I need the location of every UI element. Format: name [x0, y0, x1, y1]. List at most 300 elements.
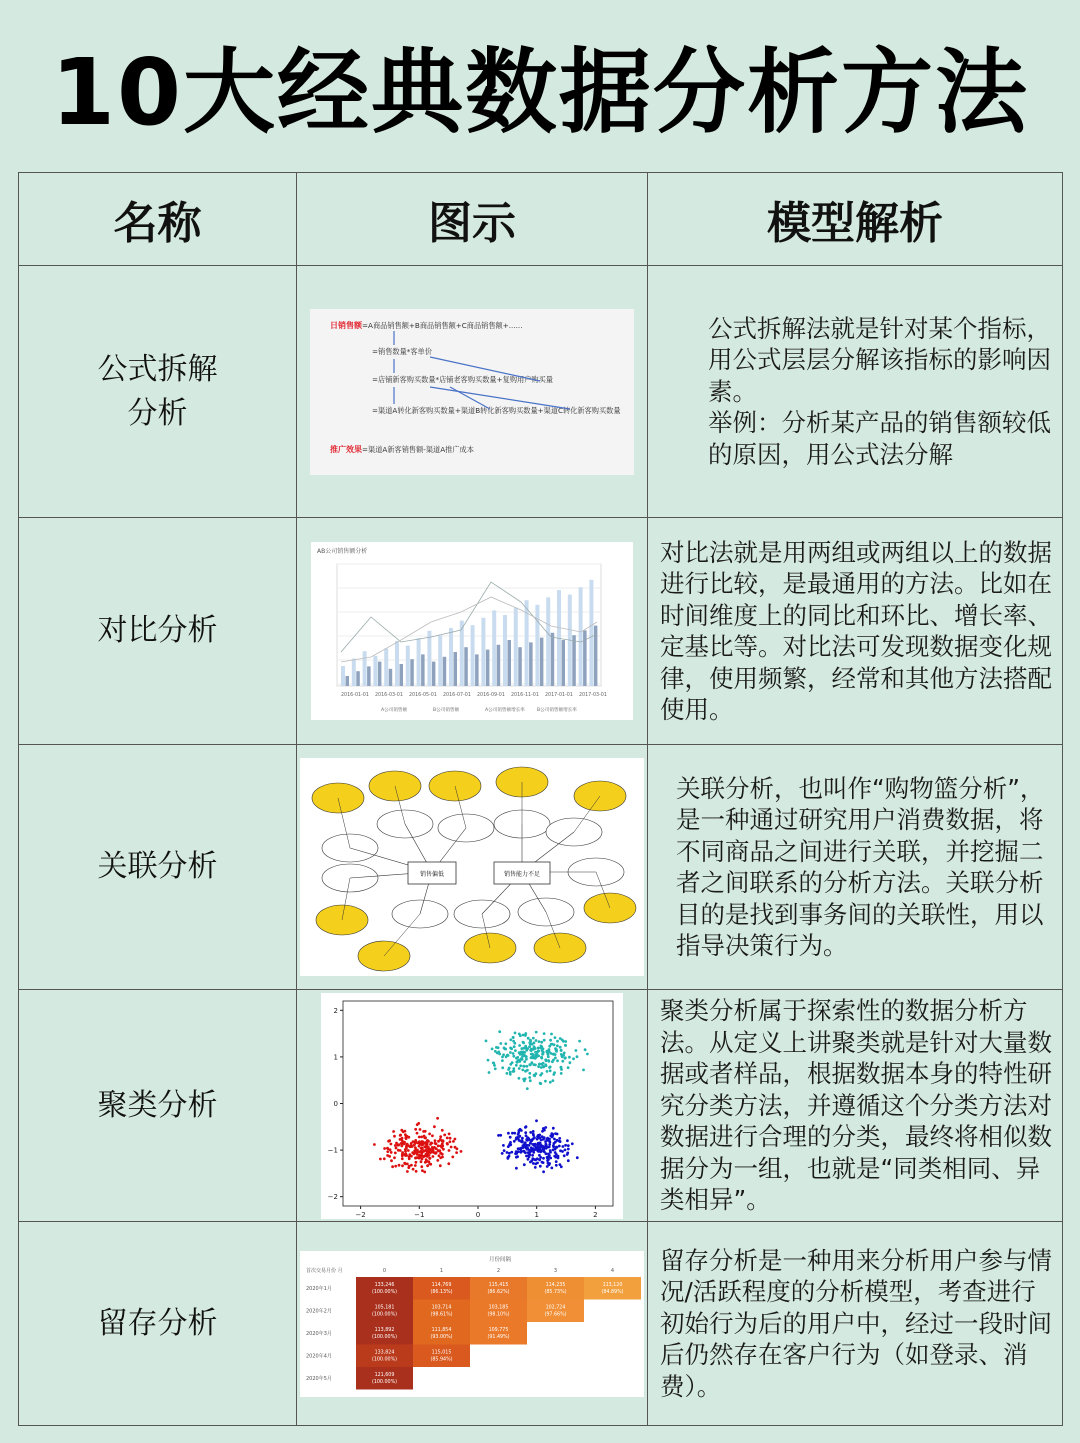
scatter-point: [387, 1139, 390, 1142]
bar-b: [572, 635, 576, 686]
scatter-point: [540, 1056, 543, 1059]
column-label: 4: [610, 1267, 615, 1274]
scatter-point: [553, 1137, 556, 1140]
scatter-point: [507, 1068, 510, 1071]
scatter-point: [512, 1039, 515, 1042]
cell-percent: (84.89%): [601, 1289, 624, 1295]
scatter-point: [532, 1162, 535, 1165]
method-description: [648, 266, 1063, 518]
cell-value: 133,824: [374, 1350, 395, 1355]
scatter-point: [534, 1148, 537, 1151]
scatter-point: [512, 1054, 515, 1057]
scatter-point: [567, 1066, 570, 1069]
method-description: [648, 990, 1063, 1222]
scatter-point: [442, 1139, 445, 1142]
core-box-label: 销售能力不足: [503, 871, 541, 878]
scatter-point: [518, 1076, 521, 1079]
scatter-point: [414, 1146, 417, 1149]
bar-b: [410, 659, 414, 686]
scatter-point: [556, 1059, 559, 1062]
scatter-point: [563, 1154, 566, 1157]
scatter-point: [526, 1068, 529, 1071]
column-label: 2: [496, 1267, 501, 1274]
scatter-point: [560, 1072, 563, 1075]
scatter-point: [425, 1148, 428, 1151]
scatter-point: [544, 1063, 547, 1066]
scatter-point: [526, 1064, 529, 1067]
scatter-point: [518, 1051, 521, 1054]
scatter-point: [446, 1136, 449, 1139]
cell-percent: (100.00%): [371, 1312, 398, 1317]
x-tick-label: 2016-05-01: [409, 693, 437, 698]
scatter-point: [538, 1040, 541, 1043]
scatter-point: [394, 1164, 397, 1167]
scatter-point: [521, 1139, 524, 1142]
scatter-point: [383, 1147, 386, 1150]
scatter-point: [512, 1052, 515, 1055]
scatter-point: [502, 1144, 505, 1147]
cell-percent: (98.10%): [487, 1312, 510, 1317]
scatter-point: [416, 1131, 419, 1134]
scatter-point: [447, 1162, 450, 1165]
scatter-point: [429, 1156, 432, 1159]
method-figure: [297, 518, 648, 745]
scatter-point: [528, 1071, 531, 1074]
bar-b: [583, 630, 587, 686]
formula-diagram: [310, 309, 634, 475]
legend-entry: A公司销售额增长率: [485, 708, 525, 713]
scatter-point: [535, 1030, 538, 1033]
scatter-point: [526, 1087, 529, 1090]
cell-value: 115,015: [431, 1350, 452, 1355]
scatter-point: [548, 1145, 551, 1148]
scatter-point: [516, 1056, 519, 1059]
x-tick-label: −1: [414, 1210, 425, 1219]
method-name: 关联分析: [19, 745, 297, 990]
scatter-point: [399, 1149, 402, 1152]
scatter-point: [504, 1047, 507, 1050]
scatter-point: [551, 1060, 554, 1063]
scatter-point: [558, 1144, 561, 1147]
scatter-point: [537, 1146, 540, 1149]
scatter-point: [545, 1146, 548, 1149]
legend-entry: B公司销售额增长率: [537, 708, 577, 713]
heatmap-cell: [527, 1277, 584, 1300]
scatter-point: [541, 1129, 544, 1132]
scatter-point: [549, 1149, 552, 1152]
heatmap-cell: [584, 1277, 641, 1300]
scatter-point: [523, 1142, 526, 1145]
scatter-point: [405, 1145, 408, 1148]
scatter-point: [421, 1146, 424, 1149]
y-tick-label: 1: [333, 1052, 338, 1061]
scatter-point: [422, 1150, 425, 1153]
heatmap-cell: [413, 1322, 470, 1345]
scatter-point: [520, 1146, 523, 1149]
scatter-point: [541, 1146, 544, 1149]
scatter-point: [561, 1055, 564, 1058]
scatter-point: [417, 1122, 420, 1125]
scatter-point: [557, 1154, 560, 1157]
heatmap-cell: [413, 1299, 470, 1322]
scatter-point: [400, 1142, 403, 1145]
bar-b: [562, 640, 566, 686]
scatter-point: [542, 1127, 545, 1130]
bar-a: [363, 651, 367, 686]
scatter-point: [460, 1150, 463, 1153]
legend-entry: B公司销售额: [433, 708, 460, 713]
scatter-point: [524, 1131, 527, 1134]
scatter-point: [555, 1163, 558, 1166]
scatter-point: [434, 1139, 437, 1142]
scatter-point: [492, 1061, 495, 1064]
cell-value: 103,714: [431, 1305, 452, 1310]
scatter-point: [401, 1139, 404, 1142]
cell-percent: (93.00%): [430, 1334, 453, 1340]
bar-b: [421, 654, 425, 686]
scatter-point: [536, 1143, 539, 1146]
scatter-point: [401, 1157, 404, 1160]
methods-table: [18, 172, 1063, 1426]
scatter-point: [545, 1143, 548, 1146]
scatter-point: [525, 1046, 528, 1049]
scatter-point: [430, 1141, 433, 1144]
scatter-point: [556, 1039, 559, 1042]
scatter-point: [419, 1155, 422, 1158]
scatter-point: [539, 1073, 542, 1076]
scatter-point: [455, 1151, 458, 1154]
scatter-point: [416, 1156, 419, 1159]
scatter-point: [546, 1070, 549, 1073]
cell-value: 102,724: [545, 1305, 566, 1310]
scatter-point: [422, 1130, 425, 1133]
scatter-point: [439, 1138, 442, 1141]
scatter-point: [450, 1145, 453, 1148]
scatter-point: [561, 1150, 564, 1153]
scatter-point: [501, 1152, 504, 1155]
scatter-point: [509, 1135, 512, 1138]
scatter-point: [440, 1145, 443, 1148]
scatter-point: [433, 1146, 436, 1149]
cell-percent: (100.00%): [371, 1357, 398, 1362]
x-tick-label: 2016-07-01: [443, 693, 471, 698]
scatter-point: [413, 1152, 416, 1155]
bar-b: [475, 654, 479, 686]
scatter-point: [554, 1036, 557, 1039]
table-row: [19, 518, 1063, 745]
scatter-point: [413, 1143, 416, 1146]
scatter-point: [499, 1133, 502, 1136]
scatter-point: [508, 1142, 511, 1145]
scatter-point: [527, 1157, 530, 1160]
cell-value: 113,120: [602, 1282, 623, 1288]
scatter-point: [542, 1156, 545, 1159]
description-text: 聚类分析属于探索性的数据分析方法。从定义上讲聚类就是针对大量数据或者样品，根据数据本身的特性研究分类方法，并遵循这个分类方法对数据进行合理的分类，最终将相似数据分为一组，也就是“同类相同、异类相异”。: [660, 996, 1052, 1215]
scatter-point: [389, 1148, 392, 1151]
formula-line: =店铺新客购买数量*店铺老客购买数量+复购用户购买量: [372, 374, 553, 384]
header-name: 名称: [19, 173, 297, 266]
row-label: 2020年2月: [306, 1308, 332, 1314]
y-tick-label: 0: [333, 1099, 338, 1108]
bar-a: [589, 580, 593, 686]
scatter-point: [575, 1049, 578, 1052]
heatmap-cell: [356, 1322, 413, 1345]
scatter-point: [436, 1116, 439, 1119]
scatter-point: [418, 1135, 421, 1138]
scatter-point: [550, 1032, 553, 1035]
scatter-point: [509, 1038, 512, 1041]
scatter-point: [517, 1059, 520, 1062]
scatter-point: [428, 1132, 431, 1135]
scatter-point: [373, 1143, 376, 1146]
scatter-point: [418, 1144, 421, 1147]
x-tick-label: −2: [355, 1210, 366, 1219]
heatmap-cell: [413, 1344, 470, 1367]
x-tick-label: 2016-01-01: [341, 693, 369, 698]
heatmap-cell: [356, 1344, 413, 1367]
scatter-point: [404, 1149, 407, 1152]
scatter-point: [419, 1128, 422, 1131]
scatter-point: [406, 1162, 409, 1165]
cell-percent: (85.73%): [544, 1289, 567, 1295]
scatter-point: [521, 1053, 524, 1056]
scatter-point: [395, 1141, 398, 1144]
scatter-point: [448, 1132, 451, 1135]
scatter-point: [556, 1044, 559, 1047]
scatter-point: [414, 1164, 417, 1167]
scatter-point: [507, 1054, 510, 1057]
description-text: 公式拆解法就是针对某个指标，用公式层层分解该指标的影响因素。 举例：分析某产品的销售额较低的原因，用公式法分解: [708, 313, 1051, 469]
scatter-point: [498, 1030, 501, 1033]
scatter-point: [560, 1165, 563, 1168]
plot-area: [343, 1001, 613, 1206]
cell-percent: (98.61%): [430, 1312, 453, 1317]
cell-value: 115,415: [488, 1282, 509, 1288]
scatter-point: [520, 1150, 523, 1153]
bar-b: [497, 645, 501, 686]
retention-heatmap: [300, 1251, 644, 1397]
method-description: [648, 518, 1063, 745]
scatter-point: [523, 1051, 526, 1054]
scatter-point: [552, 1126, 555, 1129]
scatter-point: [420, 1165, 423, 1168]
scatter-point: [393, 1134, 396, 1137]
table-header-row: [19, 173, 1063, 266]
method-name: 留存分析: [19, 1222, 297, 1426]
scatter-point: [537, 1065, 540, 1068]
scatter-point: [548, 1066, 551, 1069]
scatter-point: [488, 1071, 491, 1074]
scatter-point: [454, 1145, 457, 1148]
scatter-point: [439, 1156, 442, 1159]
scatter-point: [507, 1131, 510, 1134]
cell-percent: (86.13%): [430, 1289, 453, 1295]
scatter-point: [406, 1170, 409, 1173]
scatter-point: [416, 1150, 419, 1153]
scatter-point: [537, 1054, 540, 1057]
scatter-point: [549, 1038, 552, 1041]
scatter-point: [549, 1069, 552, 1072]
scatter-point: [534, 1142, 537, 1145]
bar-a: [546, 597, 550, 686]
method-name: 公式拆解分析: [19, 266, 297, 518]
scatter-point: [542, 1065, 545, 1068]
scatter-point: [407, 1135, 410, 1138]
method-name: 对比分析: [19, 518, 297, 745]
scatter-point: [528, 1144, 531, 1147]
scatter-point: [509, 1051, 512, 1054]
scatter-point: [526, 1146, 529, 1149]
bar-a: [535, 605, 539, 686]
scatter-point: [425, 1154, 428, 1157]
scatter-point: [418, 1140, 421, 1143]
scatter-point: [535, 1039, 538, 1042]
cell-value: 111,854: [431, 1327, 452, 1333]
method-figure: [297, 990, 648, 1222]
scatter-point: [566, 1151, 569, 1154]
header-figure: 图示: [297, 173, 648, 266]
scatter-point: [487, 1058, 490, 1061]
bar-b: [432, 662, 436, 686]
scatter-point: [510, 1150, 513, 1153]
scatter-point: [535, 1055, 538, 1058]
scatter-point: [513, 1045, 516, 1048]
scatter-point: [514, 1049, 517, 1052]
bar-b: [551, 633, 555, 686]
scatter-point: [503, 1149, 506, 1152]
scatter-point: [427, 1145, 430, 1148]
corner-label: 首次交易月份 月: [306, 1267, 343, 1274]
scatter-point: [547, 1055, 550, 1058]
scatter-point: [564, 1143, 567, 1146]
scatter-point: [539, 1164, 542, 1167]
scatter-point: [559, 1045, 562, 1048]
scatter-point: [402, 1130, 405, 1133]
scatter-point: [439, 1151, 442, 1154]
scatter-point: [576, 1156, 579, 1159]
bar-a: [492, 610, 496, 686]
scatter-point: [433, 1125, 436, 1128]
description-text: 留存分析是一种用来分析用户参与情况/活跃程度的分析模型，考查进行初始行为后的用户中，经过一段时间后仍然存在客户行为（如登录、消费）。: [660, 1245, 1052, 1401]
header-analysis: 模型解析: [648, 173, 1063, 266]
scatter-point: [546, 1159, 549, 1162]
scatter-point: [531, 1153, 534, 1156]
scatter-point: [532, 1151, 535, 1154]
cell-value: 103,185: [488, 1305, 509, 1310]
bar-b: [540, 638, 544, 686]
scatter-point: [529, 1063, 532, 1066]
scatter-point: [405, 1137, 408, 1140]
scatter-point: [582, 1068, 585, 1071]
scatter-point: [515, 1063, 518, 1066]
scatter-point: [400, 1144, 403, 1147]
scatter-point: [529, 1042, 532, 1045]
scatter-point: [432, 1155, 435, 1158]
row-label: 2020年3月: [306, 1330, 332, 1337]
scatter-point: [514, 1031, 517, 1034]
scatter-point: [544, 1058, 547, 1061]
scatter-point: [502, 1053, 505, 1056]
x-tick-label: 2017-01-01: [545, 693, 573, 698]
heatmap-cell: [527, 1299, 584, 1322]
scatter-point: [415, 1169, 418, 1172]
bar-a: [481, 618, 485, 686]
method-name: 聚类分析: [19, 990, 297, 1222]
scatter-point: [550, 1166, 553, 1169]
cell-value: 113,892: [374, 1327, 395, 1333]
scatter-point: [436, 1159, 439, 1162]
cell-percent: (100.00%): [371, 1379, 398, 1385]
scatter-point: [535, 1119, 538, 1122]
scatter-point: [586, 1052, 589, 1055]
chart-title: AB公司销售额分析: [317, 548, 368, 555]
association-diagram: [300, 758, 644, 976]
scatter-point: [394, 1151, 397, 1154]
table-row: [19, 745, 1063, 990]
scatter-point: [560, 1066, 563, 1069]
scatter-point: [540, 1045, 543, 1048]
scatter-point: [532, 1036, 535, 1039]
scatter-point: [408, 1164, 411, 1167]
scatter-point: [399, 1134, 402, 1137]
bar-a: [427, 631, 431, 686]
scatter-point: [491, 1047, 494, 1050]
scatter-point: [524, 1054, 527, 1057]
scatter-point: [567, 1147, 570, 1150]
row-label: 2020年1月: [306, 1285, 332, 1292]
row-label: 2020年5月: [306, 1375, 332, 1382]
scatter-point: [543, 1038, 546, 1041]
scatter-point: [552, 1148, 555, 1151]
scatter-point: [564, 1148, 567, 1151]
scatter-point: [392, 1130, 395, 1133]
scatter-point: [555, 1160, 558, 1163]
table-row: [19, 990, 1063, 1222]
x-tick-label: 2016-11-01: [511, 693, 539, 698]
scatter-point: [515, 1155, 518, 1158]
cell-value: 121,609: [374, 1372, 395, 1378]
x-tick-label: 2: [593, 1210, 598, 1219]
core-box-label: 销售偏低: [419, 871, 445, 878]
scatter-point: [431, 1134, 434, 1137]
cell-value: 109,775: [488, 1327, 509, 1333]
bar-b: [367, 666, 371, 686]
scatter-point: [527, 1036, 530, 1039]
column-label: 1: [439, 1267, 444, 1274]
scatter-point: [529, 1131, 532, 1134]
scatter-point: [538, 1062, 541, 1065]
scatter-point: [548, 1162, 551, 1165]
scatter-point: [537, 1136, 540, 1139]
scatter-point: [522, 1064, 525, 1067]
scatter-point: [508, 1154, 511, 1157]
scatter-point: [538, 1153, 541, 1156]
scatter-point: [548, 1143, 551, 1146]
cluster-scatter-chart: [321, 993, 623, 1219]
scatter-point: [542, 1161, 545, 1164]
bar-a: [373, 656, 377, 686]
scatter-point: [415, 1160, 418, 1163]
scatter-point: [515, 1166, 518, 1169]
description-text: 对比法就是用两组或两组以上的数据进行比较，是最通用的方法。比如在时间维度上的同比和环比、增长率、定基比等。对比法可发现数据变化规律，使用频繁，经常和其他方法搭配使用。: [660, 537, 1052, 724]
scatter-point: [518, 1044, 521, 1047]
scatter-point: [518, 1067, 521, 1070]
bar-a: [514, 608, 518, 686]
scatter-point: [521, 1136, 524, 1139]
heatmap-cell: [470, 1322, 527, 1345]
cell-value: 105,181: [374, 1305, 395, 1310]
scatter-point: [541, 1048, 544, 1051]
